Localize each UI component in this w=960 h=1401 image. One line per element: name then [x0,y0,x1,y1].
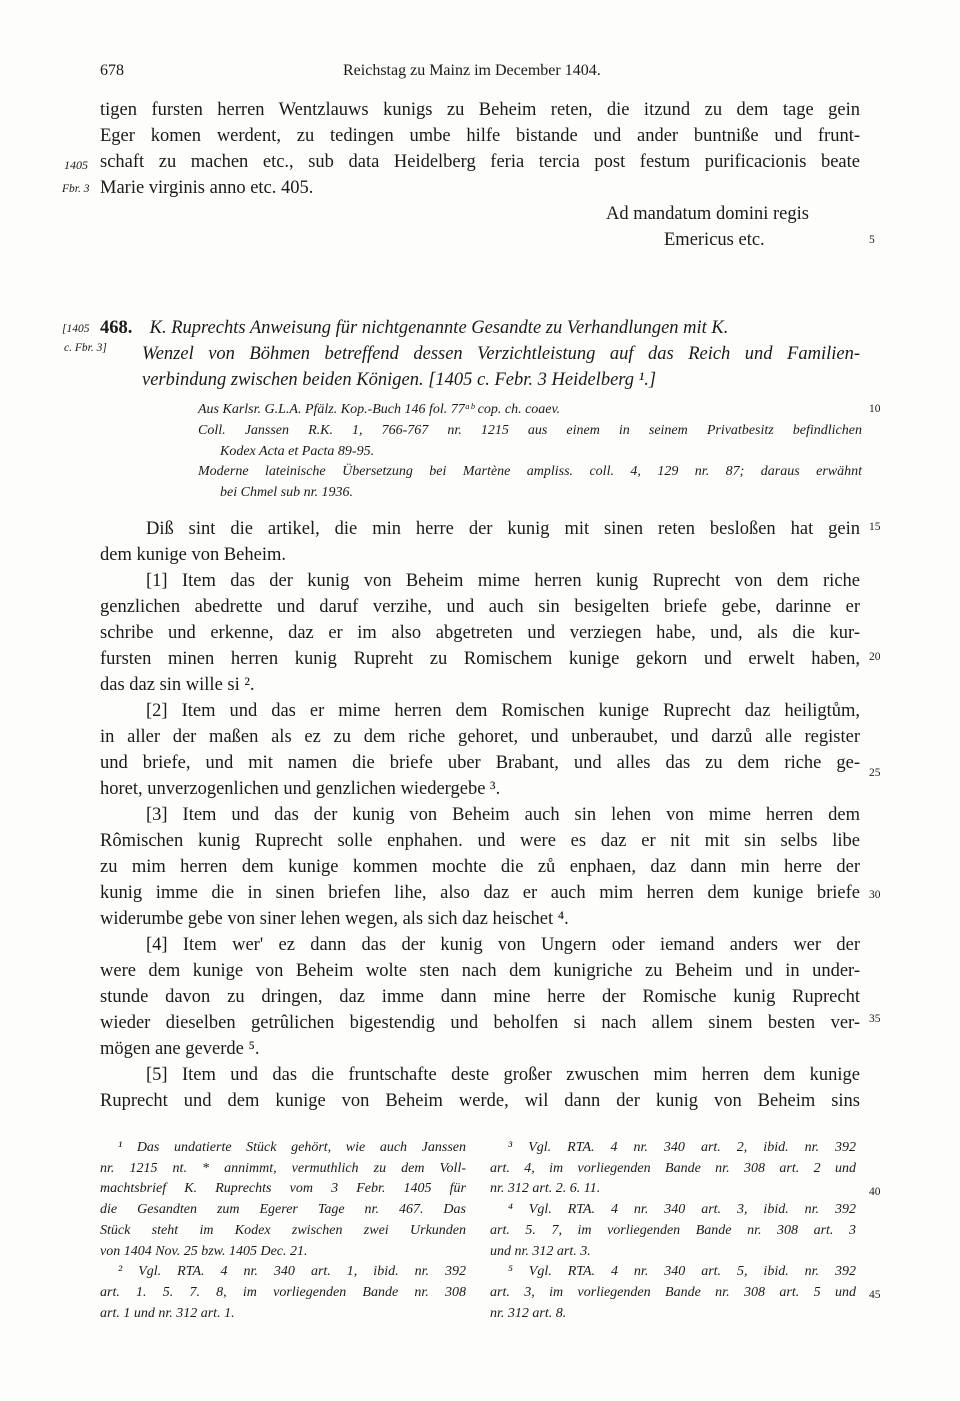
margin-date-day: c. Fbr. 3] [64,342,107,354]
footnote-line: art. 4, im vorliegenden Bande nr. 308 art. 2 und [490,1160,856,1176]
subscription [606,201,809,253]
source-line: Moderne lateinische Übersetzung bei Martène ampliss. coll. 4, 129 nr. 87; daraus erwähnt [198,464,862,479]
footnote-line: art. 1 und nr. 312 art. 1. [100,1305,235,1321]
heading-line: K. Ruprechts Anweisung für nichtgenannte Gesandte zu Verhandlungen mit K. [149,318,729,338]
line-number: 45 [869,1289,881,1301]
footnote-line: ¹ Das undatierte Stück gehört, wie auch Janssen [118,1140,466,1155]
article-4: [4] Item wer' ez dann das der kunig von Ungern oder iemand anders wer der [146,935,860,955]
text-line: Eger komen werdent, zu tedingen umbe hilfe bistande und ander buntniße und frunt- [100,126,860,146]
footnote-line: und nr. 312 art. 3. [490,1243,591,1259]
text-line: tigen fursten herren Wentzlauws kunigs zu Beheim reten, die itzund zu dem tage gein [100,100,860,120]
footnote-line: nr. 1215 nt. * annimmt, vermuthlich zu dem Voll- [100,1160,466,1176]
text-line: Ruprecht und dem kunige von Beheim werde, wil dann der kunig von Beheim sins [100,1091,860,1111]
margin-date-year: 1405 [64,158,88,172]
text-line: were dem kunige von Beheim wolte sten nach dem kunigriche zu Beheim und in under- [100,961,860,981]
text-line: Diß sint die artikel, die min herre der kunig mit sinen reten besloßen hat gein [146,519,860,539]
heading-line: verbindung zwischen beiden Königen. [1405 c. Febr. 3 Heidelberg ¹.] [142,370,657,390]
line-number: 40 [869,1186,881,1198]
footnote-line: ² Vgl. RTA. 4 nr. 340 art. 1, ibid. nr. 392 [118,1264,466,1280]
footnote-line: machtsbrief K. Ruprechts vom 3 Febr. 1405 für [100,1181,466,1197]
footnote-line: von 1404 Nov. 25 bzw. 1405 Dec. 21. [100,1243,308,1259]
footnote-line: nr. 312 art. 8. [490,1305,567,1321]
footnote-line: nr. 312 art. 2. 6. 11. [490,1181,601,1197]
margin-date-day: Fbr. 3 [62,183,90,195]
page-number: 678 [100,62,124,79]
text-line: widerumbe gebe von siner lehen wegen, als sich daz heischet ⁴. [100,909,569,929]
article-1: [1] Item das der kunig von Beheim mime herren kunig Ruprecht von dem riche [146,571,860,591]
text-line: in aller der maßen als ez zu dem riche gehoret, und unberaubet, und darzů alle register [100,727,860,747]
footnote-line: die Gesandten zum Egerer Tage nr. 467. Das [100,1202,466,1218]
footnote-line: art. 5. 7, im vorliegenden Bande nr. 308 art. 3 [490,1222,856,1238]
margin-date-year: [1405 [62,323,90,335]
line-number: 25 [869,767,881,779]
article-5: [5] Item und das die fruntschafte deste großer zwuschen mim herren dem kunige [146,1065,860,1085]
footnote-line: art. 3, im vorliegenden Bande nr. 308 art. 5 und [490,1284,856,1300]
source-line: bei Chmel sub nr. 1936. [220,485,353,500]
text-line: mögen ane geverde ⁵. [100,1039,260,1059]
footnote-line: Stück steht im Kodex zwischen zwei Urkunden [100,1222,466,1238]
line-number: 30 [869,889,881,901]
article-2: [2] Item und das er mime herren dem Romischen kunige Ruprecht daz heiligtům, [146,701,860,721]
document-number: 468. [100,318,133,338]
heading-line: Wenzel von Böhmen betreffend dessen Verzichtleistung auf das Reich und Familien- [142,344,860,364]
text-line: und briefe, und mit namen die briefe uber Brabant, und alles das zu dem riche ge- [100,753,860,773]
line-number: 5 [869,234,875,246]
footnote-line: art. 1. 5. 7. 8, im vorliegenden Bande nr. 308 [100,1284,466,1300]
text-line: schribe und erkenne, daz er im also abgetreten und verziegen habe, und, als die kur- [100,623,860,643]
subscription-line: Ad mandatum domini regis [606,204,809,224]
footnote-line: ⁴ Vgl. RTA. 4 nr. 340 art. 3, ibid. nr. 392 [508,1202,856,1218]
source-line: Aus Karlsr. G.L.A. Pfälz. Kop.-Buch 146 fol. 77ᵃᵇ cop. ch. coaev. [198,402,561,417]
running-head [100,62,860,86]
footnotes-right [490,1138,856,1324]
source-line: Kodex Acta et Pacta 89-95. [220,444,375,459]
text-line: genzlichen abedrette und daruf verzihe, und auch sin besigelten briefe gebe, darinne er [100,597,860,617]
text-line: Rômischen kunig Ruprecht solle enphahen. und were es daz er nit mit sin selbs libe [100,831,860,851]
text-line: horet, unverzogenlichen und genzlichen wiedergebe ³. [100,779,501,799]
text-line: wieder dieselben getrûlichen bigestendig und beholfen si nach allem sinem besten ver- [100,1013,860,1033]
line-number: 10 [869,403,881,415]
text-line: das daz sin wille si ². [100,675,255,695]
line-number: 15 [869,521,881,533]
text-line: fursten minen herren kunig Rupreht zu Romischem kunige gekorn und erwelt haben, [100,649,860,669]
text-line: stunde davon zu dringen, daz imme dann mine herre der Romische kunig Ruprecht [100,987,860,1007]
source-line: Coll. Janssen R.K. 1, 766-767 nr. 1215 aus einem in seinem Privatbesitz befindlichen [198,423,862,438]
footnote-line: ⁵ Vgl. RTA. 4 nr. 340 art. 5, ibid. nr. 392 [508,1264,856,1280]
text-line: kunig imme die in sinen briefen lihe, also daz er auch mim herren dem kunige briefe [100,883,860,903]
subscription-signer: Emericus etc. [664,230,765,250]
footnote-line: ³ Vgl. RTA. 4 nr. 340 art. 2, ibid. nr. 392 [508,1140,856,1155]
line-number: 35 [869,1013,881,1025]
running-title: Reichstag zu Mainz im December 1404. [343,62,601,79]
text-line: Marie virginis anno etc. 405. [100,178,314,198]
text-line: dem kunige von Beheim. [100,545,286,565]
footnotes-left [100,1138,466,1324]
text-line: schaft zu machen etc., sub data Heidelberg feria tercia post festum purificacionis beate [100,152,860,172]
text-line: zu mim herren dem kunige kommen mochte die zů enphaen, daz dann min herre der [100,857,860,877]
article-3: [3] Item und das der kunig von Beheim auch sin lehen von mime herren dem [146,805,860,825]
line-number: 20 [869,651,881,663]
